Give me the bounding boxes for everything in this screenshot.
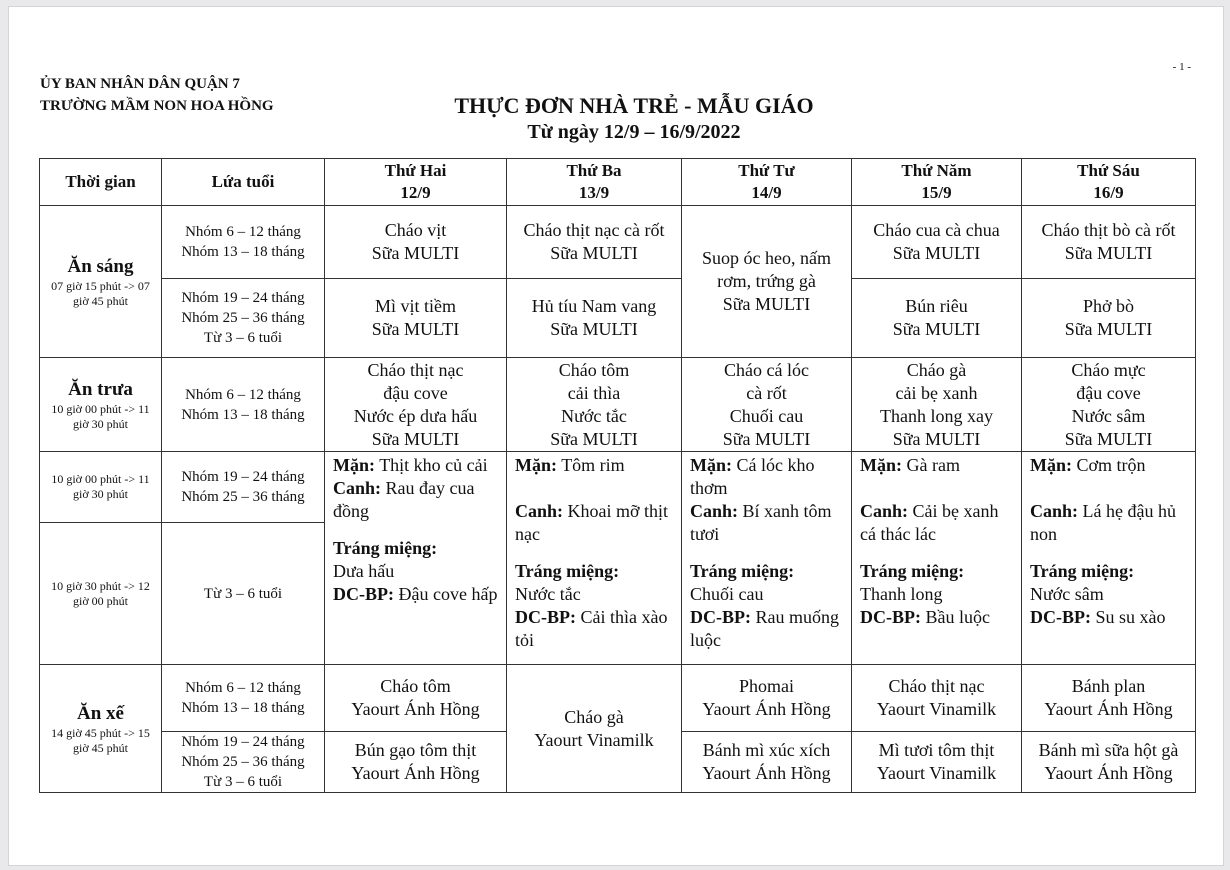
menu-cell: Cháo gà cải bẹ xanh Thanh long xay Sữa MULTI — [852, 358, 1022, 452]
col-day-tue: Thứ Ba 13/9 — [507, 159, 682, 206]
menu-cell: Mì vịt tiềm Sữa MULTI — [325, 279, 507, 358]
menu-cell: Cháo cá lóc cà rốt Chuối cau Sữa MULTI — [682, 358, 852, 452]
menu-cell: Bún gạo tôm thịt Yaourt Ánh Hồng — [325, 732, 507, 793]
menu-cell: Hủ tíu Nam vang Sữa MULTI — [507, 279, 682, 358]
lunch-meal-cell: Mặn: Cơm trộn Canh: Lá hẹ đậu hủ non Tráng miệng: Nước sâm DC-BP: Su su xào — [1022, 452, 1196, 665]
menu-cell: Cháo tôm cải thìa Nước tắc Sữa MULTI — [507, 358, 682, 452]
age-cell: Từ 3 – 6 tuổi — [162, 523, 325, 665]
menu-cell: Bánh plan Yaourt Ánh Hồng — [1022, 665, 1196, 732]
lunch-meal-cell: Mặn: Gà ram Canh: Cải bẹ xanh cá thác lác Tráng miệng: Thanh long DC-BP: Bầu luộc — [852, 452, 1022, 665]
col-day-fri: Thứ Sáu 16/9 — [1022, 159, 1196, 206]
menu-cell: Cháo thịt nạc cà rốt Sữa MULTI — [507, 206, 682, 279]
age-cell: Nhóm 19 – 24 tháng Nhóm 25 – 36 tháng Từ 3 – 6 tuổi — [162, 279, 325, 358]
age-cell: Nhóm 19 – 24 tháng Nhóm 25 – 36 tháng — [162, 452, 325, 523]
menu-cell: Cháo tôm Yaourt Ánh Hồng — [325, 665, 507, 732]
menu-cell: Suop óc heo, nấm rơm, trứng gà Sữa MULTI — [682, 206, 852, 358]
menu-cell: Cháo vịt Sữa MULTI — [325, 206, 507, 279]
lunch-time-cell: Ăn trưa 10 giờ 00 phút -> 11 giờ 30 phút — [40, 358, 162, 452]
age-cell: Nhóm 6 – 12 tháng Nhóm 13 – 18 tháng — [162, 206, 325, 279]
menu-cell: Bánh mì xúc xích Yaourt Ánh Hồng — [682, 732, 852, 793]
col-day-thu: Thứ Năm 15/9 — [852, 159, 1022, 206]
organization-header — [40, 73, 274, 117]
lunch-row-old-a — [40, 452, 1196, 523]
page-number: - 1 - — [1172, 61, 1191, 73]
age-cell: Nhóm 6 – 12 tháng Nhóm 13 – 18 tháng — [162, 358, 325, 452]
org-line-2: TRƯỜNG MẦM NON HOA HỒNG — [40, 98, 274, 114]
breakfast-row-old — [40, 279, 1196, 358]
menu-cell: Cháo thịt bò cà rốt Sữa MULTI — [1022, 206, 1196, 279]
age-cell: Nhóm 6 – 12 tháng Nhóm 13 – 18 tháng — [162, 665, 325, 732]
menu-cell: Cháo cua cà chua Sữa MULTI — [852, 206, 1022, 279]
menu-cell: Cháo thịt nạc đậu cove Nước ép dưa hấu Sữa MULTI — [325, 358, 507, 452]
col-day-wed: Thứ Tư 14/9 — [682, 159, 852, 206]
breakfast-row-young — [40, 206, 1196, 279]
breakfast-time-cell: Ăn sáng 07 giờ 15 phút -> 07 giờ 45 phút — [40, 206, 162, 358]
age-cell: Nhóm 19 – 24 tháng Nhóm 25 – 36 tháng Từ 3 – 6 tuổi — [162, 732, 325, 793]
lunch-time-cell-b: 10 giờ 00 phút -> 11 giờ 30 phút — [40, 452, 162, 523]
menu-cell: Cháo gà Yaourt Vinamilk — [507, 665, 682, 793]
snack-row-young — [40, 665, 1196, 732]
menu-cell: Phở bò Sữa MULTI — [1022, 279, 1196, 358]
menu-cell: Cháo mực đậu cove Nước sâm Sữa MULTI — [1022, 358, 1196, 452]
col-day-mon: Thứ Hai 12/9 — [325, 159, 507, 206]
lunch-time-cell-c: 10 giờ 30 phút -> 12 giờ 00 phút — [40, 523, 162, 665]
org-line-1: ỦY BAN NHÂN DÂN QUẬN 7 — [40, 76, 240, 92]
menu-cell: Cháo thịt nạc Yaourt Vinamilk — [852, 665, 1022, 732]
col-time-header: Thời gian — [40, 159, 162, 206]
menu-cell: Phomai Yaourt Ánh Hồng — [682, 665, 852, 732]
document-title — [309, 93, 959, 145]
menu-title: THỰC ĐƠN NHÀ TRẺ - MẪU GIÁO — [454, 93, 814, 118]
header-row — [40, 159, 1196, 206]
snack-time-cell: Ăn xế 14 giờ 45 phút -> 15 giờ 45 phút — [40, 665, 162, 793]
menu-cell: Bánh mì sữa hột gà Yaourt Ánh Hồng — [1022, 732, 1196, 793]
menu-cell: Mì tươi tôm thịt Yaourt Vinamilk — [852, 732, 1022, 793]
menu-cell: Bún riêu Sữa MULTI — [852, 279, 1022, 358]
lunch-meal-cell: Mặn: Thịt kho củ cải Canh: Rau đay cua đồng Tráng miệng: Dưa hấu DC-BP: Đậu cove hấp — [325, 452, 507, 665]
weekly-menu-table — [39, 158, 1196, 793]
lunch-meal-cell: Mặn: Tôm rim Canh: Khoai mỡ thịt nạc Tráng miệng: Nước tắc DC-BP: Cải thìa xào tỏi — [507, 452, 682, 665]
col-age-header: Lứa tuổi — [162, 159, 325, 206]
date-range: Từ ngày 12/9 – 16/9/2022 — [527, 121, 741, 143]
lunch-meal-cell: Mặn: Cá lóc kho thơm Canh: Bí xanh tôm tươi Tráng miệng: Chuối cau DC-BP: Rau muống luộc — [682, 452, 852, 665]
lunch-row-young — [40, 358, 1196, 452]
